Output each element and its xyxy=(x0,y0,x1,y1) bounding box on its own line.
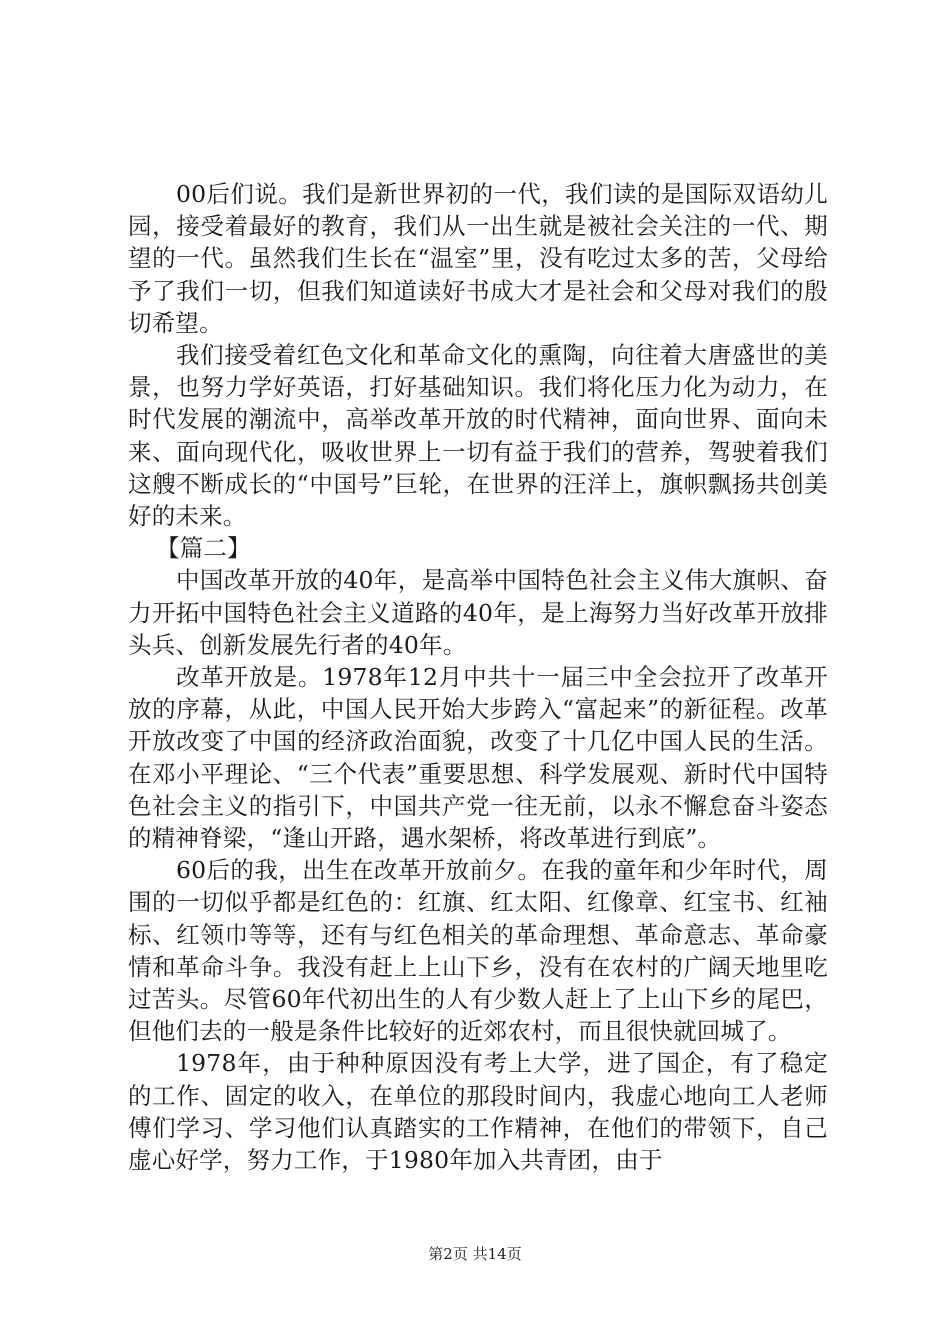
paragraph-6: 1978年，由于种种原因没有考上大学，进了国企，有了稳定的工作、固定的收入，在单位的那段时间内，我虚心地向工人老师傅们学习、学习他们认真踏实的工作精神，在他们的带领下，自己虚心好学，努力工作，于1980年加入共青团，由于 xyxy=(128,1049,828,1175)
document-body xyxy=(128,178,828,1176)
paragraph-1: 00后们说。我们是新世界初的一代，我们读的是国际双语幼儿园，接受着最好的教育，我们从一出生就是被社会关注的一代、期望的一代。虽然我们生长在“温室”里，没有吃过太多的苦，父母给予了我们一切，但我们知道读好书成大才是社会和父母对我们的殷切希望。 xyxy=(128,180,828,337)
paragraph-4: 改革开放是。1978年12月中共十一届三中全会拉开了改革开放的序幕，从此，中国人民开始大步跨入“富起来”的新征程。改革开放改变了中国的经济政治面貌，改变了十几亿中国人民的生活。在邓小平理论、“三个代表”重要思想、科学发展观、新时代中国特色社会主义的指引下，中国共产党一往无前，以永不懈怠奋斗姿态的精神脊梁，“逢山开路，遇水架桥，将改革进行到底”。 xyxy=(128,663,828,853)
paragraph-2: 我们接受着红色文化和革命文化的熏陶，向往着大唐盛世的美景，也努力学好英语，打好基础知识。我们将化压力化为动力，在时代发展的潮流中，高举改革开放的时代精神，面向世界、面向未来、面向现代化，吸收世界上一切有益于我们的营养，驾驶着我们这艘不断成长的“中国号”巨轮，在世界的汪洋上，旗帜飘扬共创美好的未来。 xyxy=(128,341,828,531)
page-footer: 第2页 共14页 xyxy=(428,1245,522,1263)
paragraph-5: 60后的我，出生在改革开放前夕。在我的童年和少年时代，周围的一切似乎都是红色的：红旗、红太阳、红像章、红宝书、红袖标、红领巾等等，还有与红色相关的革命理想、革命意志、革命豪情和革命斗争。我没有赶上上山下乡，没有在农村的广阔天地里吃过苦头。尽管60年代初出生的人有少数人赶上了上山下乡的尾巴，但他们去的一般是条件比较好的近郊农村，而且很快就回城了。 xyxy=(128,856,828,1046)
section-heading: 【篇二】 xyxy=(156,534,251,563)
paragraph-3: 中国改革开放的40年，是高举中国特色社会主义伟大旗帜、奋力开拓中国特色社会主义道路的40年，是上海努力当好改革开放排头兵、创新发展先行者的40年。 xyxy=(128,566,828,659)
